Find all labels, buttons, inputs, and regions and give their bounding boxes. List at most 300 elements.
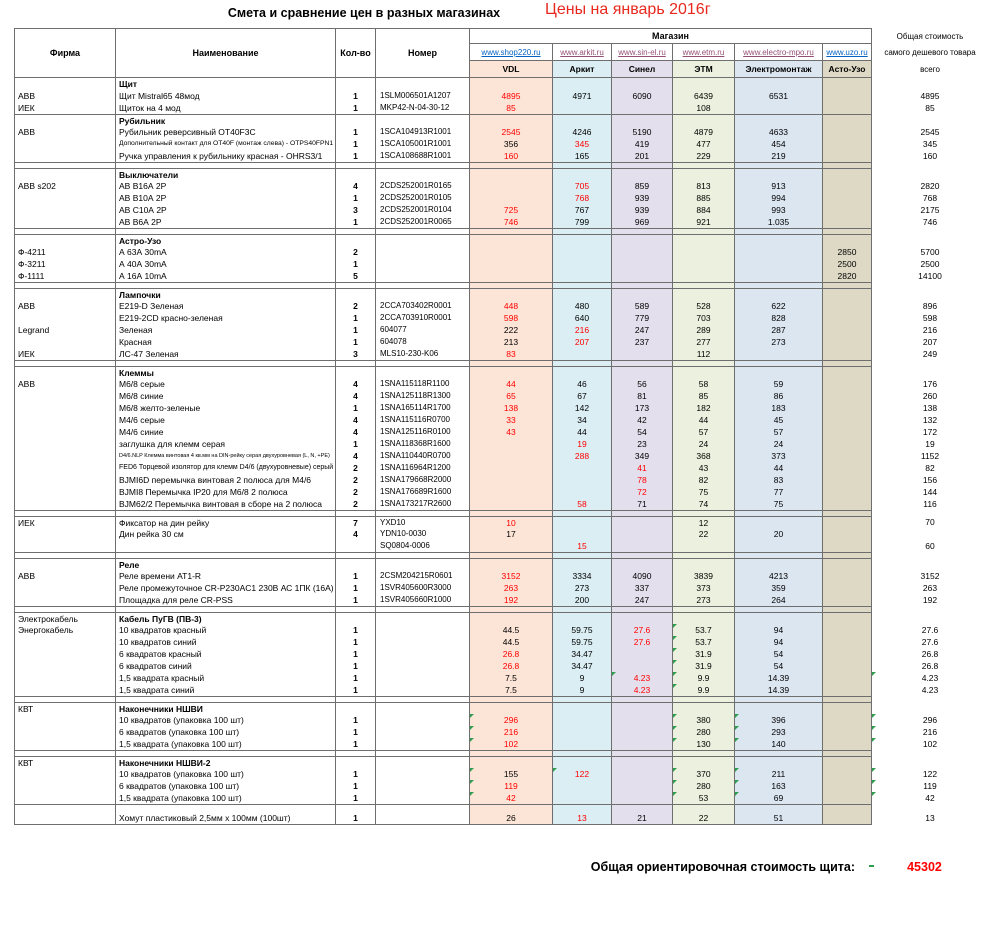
cell-qty (336, 78, 376, 90)
cell-qty: 1 (336, 258, 376, 270)
item-row (14, 414, 988, 426)
cell-price-VDL: 216 (470, 726, 553, 738)
cell-price-Асто-Узо (823, 516, 872, 528)
cell-part-number (376, 726, 470, 738)
cell-price-Аркит: 288 (553, 450, 612, 462)
cell-qty (336, 612, 376, 624)
item-row (14, 474, 988, 486)
cell-price-Синел: 589 (612, 300, 673, 312)
cell-price-Асто-Узо (823, 738, 872, 750)
cell-price-ЭТМ: 74 (673, 498, 735, 510)
cell-price-Электромонтаж: 293 (735, 726, 823, 738)
item-row (14, 312, 988, 324)
cell-firm: ABB (14, 570, 116, 582)
cell-qty: 2 (336, 246, 376, 258)
cell-part-number (376, 702, 470, 714)
cell-price-Аркит: 59.75 (553, 624, 612, 636)
cell-firm: ABB (14, 90, 116, 102)
cell-price-VDL (470, 450, 553, 462)
cell-total: 5700 (920, 247, 940, 257)
cell-price-Синел: 247 (612, 594, 673, 606)
cell-item-name: Красная (116, 336, 336, 348)
cell-price-ЭТМ: 75 (673, 486, 735, 498)
cell-part-number (376, 114, 470, 126)
item-row (14, 812, 988, 824)
cell-price-VDL: 356 (470, 138, 553, 150)
cell-firm: Ф-4211 (14, 246, 116, 258)
cell-price-ЭТМ: 921 (673, 216, 735, 228)
cell-total: 2500 (920, 259, 940, 269)
cell-price-ЭТМ: 58 (673, 378, 735, 390)
cell-item-name: Щит (116, 78, 336, 90)
cell-item-name: 6 квадратов синий (116, 660, 336, 672)
cell-qty: 2 (336, 486, 376, 498)
cell-qty: 1 (336, 192, 376, 204)
cell-price-VDL (470, 192, 553, 204)
cell-price-Асто-Узо (823, 192, 872, 204)
cell-price-Аркит (553, 246, 612, 258)
cell-price-Аркит: 44 (553, 426, 612, 438)
shop-link[interactable]: www.uzo.ru (826, 47, 868, 57)
cell-price-ЭТМ (673, 702, 735, 714)
item-row (14, 402, 988, 414)
shop-link[interactable]: www.electro-mpo.ru (743, 47, 814, 57)
cell-item-name: Рубильник (116, 114, 336, 126)
item-row (14, 726, 988, 738)
cell-price-Аркит (553, 474, 612, 486)
cell-total: 19 (925, 439, 935, 449)
cell-qty: 2 (336, 300, 376, 312)
cell-item-name: FED6 Торцевой изолятор для клемм D4/6 (двухуровневые) серый (116, 462, 336, 474)
cell-item-name: Площадка для реле CR-PSS (116, 594, 336, 606)
cell-price-Аркит: 207 (553, 336, 612, 348)
cell-price-ЭТМ (673, 366, 735, 378)
cell-firm (14, 150, 116, 162)
cell-price-Синел (612, 738, 673, 750)
item-row (14, 258, 988, 270)
cell-total: 4895 (920, 91, 940, 101)
cell-qty (336, 558, 376, 570)
cell-part-number: 1SNA176689R1600 (376, 486, 470, 498)
cell-qty: 1 (336, 660, 376, 672)
cell-price-Электромонтаж: 77 (735, 486, 823, 498)
cell-price-VDL (470, 168, 553, 180)
cell-price-Асто-Узо (823, 90, 872, 102)
cell-part-number (376, 792, 470, 804)
cell-price-Аркит (553, 612, 612, 624)
cell-price-VDL: 26.8 (470, 660, 553, 672)
cell-firm: Энергокабель (14, 624, 116, 636)
cell-firm (14, 78, 116, 90)
cell-price-Электромонтаж: 993 (735, 204, 823, 216)
cell-price-VDL (470, 234, 553, 246)
cell-price-VDL (470, 438, 553, 450)
cell-price-VDL (470, 702, 553, 714)
cell-price-ЭТМ (673, 246, 735, 258)
cell-price-Синел: 27.6 (612, 636, 673, 648)
cell-price-Синел: 5190 (612, 126, 673, 138)
cell-part-number: 1SVR405600R3000 (376, 582, 470, 594)
cell-price-ЭТМ: 24 (673, 438, 735, 450)
cell-price-VDL (470, 498, 553, 510)
shop-name-vdl: VDL (470, 61, 553, 78)
item-row (14, 486, 988, 498)
cell-price-VDL: 33 (470, 414, 553, 426)
cell-price-ЭТМ (673, 804, 735, 812)
cell-price-Синел (612, 612, 673, 624)
cell-firm (14, 824, 116, 825)
cell-price-ЭТМ: 112 (673, 348, 735, 360)
cell-firm (14, 462, 116, 474)
cell-price-VDL: 44.5 (470, 624, 553, 636)
cell-price-VDL: 44 (470, 378, 553, 390)
cell-price-Электромонтаж: 54 (735, 648, 823, 660)
cell-item-name: 1,5 квадрата красный (116, 672, 336, 684)
cell-firm (14, 114, 116, 126)
cell-item-name: 10 квадратов красный (116, 624, 336, 636)
cell-price-Асто-Узо (823, 768, 872, 780)
cell-price-VDL (470, 270, 553, 282)
cell-total (872, 234, 988, 246)
cell-price-Синел: 71 (612, 498, 673, 510)
item-row (14, 336, 988, 348)
cell-price-Синел: 201 (612, 150, 673, 162)
cell-price-VDL: 7.5 (470, 672, 553, 684)
item-row (14, 582, 988, 594)
cell-total (872, 366, 988, 378)
cell-price-VDL: 4895 (470, 90, 553, 102)
shop-link[interactable]: www.etm.ru (682, 47, 725, 57)
cell-price-VDL: 26 (470, 812, 553, 824)
item-row (14, 594, 988, 606)
cell-part-number (376, 780, 470, 792)
cell-price-Синел (612, 792, 673, 804)
cell-qty: 4 (336, 450, 376, 462)
cell-total: 144 (922, 487, 938, 497)
cell-qty: 1 (336, 594, 376, 606)
cell-price-ЭТМ (673, 288, 735, 300)
cell-price-VDL: 42 (470, 792, 553, 804)
cell-item-name (116, 540, 336, 552)
cell-price-VDL (470, 558, 553, 570)
cell-item-name: 10 квадратов (упаковка 100 шт) (116, 768, 336, 780)
item-row (14, 390, 988, 402)
cell-qty: 4 (336, 528, 376, 540)
cell-price-VDL: 213 (470, 336, 553, 348)
cell-item-name: Наконечники НШВИ (116, 702, 336, 714)
cell-price-ЭТМ: 43 (673, 462, 735, 474)
cell-total: 160 (922, 151, 938, 161)
cell-price-Асто-Узо (823, 684, 872, 696)
cell-price-Аркит (553, 366, 612, 378)
cell-price-Синел: 21 (612, 812, 673, 824)
cell-item-name: 6 квадратов красный (116, 648, 336, 660)
cell-price-Синел (612, 528, 673, 540)
cell-firm: ИЕК (14, 348, 116, 360)
cell-item-name: Ручка управления к рубильнику красная - OHRS3/1 (116, 150, 336, 162)
cell-part-number: YDN10-0030 (376, 528, 470, 540)
cell-price-VDL: 222 (470, 324, 553, 336)
cell-qty: 1 (336, 738, 376, 750)
cell-part-number: 2CDS252001R0104 (376, 204, 470, 216)
cell-firm: ИЕК (14, 516, 116, 528)
cell-item-name: BJMI6D перемычка винтовая 2 полюса для М4/6 (116, 474, 336, 486)
cell-price-Синел (612, 102, 673, 114)
cell-price-Асто-Узо (823, 486, 872, 498)
cell-price-Электромонтаж (735, 824, 823, 825)
cell-price-Аркит: 58 (553, 498, 612, 510)
cell-price-Асто-Узо (823, 726, 872, 738)
cell-total (872, 824, 988, 825)
cell-price-Электромонтаж: 51 (735, 812, 823, 824)
cell-price-VDL: 725 (470, 204, 553, 216)
cell-part-number: 1SCA104913R1001 (376, 126, 470, 138)
cell-firm: Legrand (14, 324, 116, 336)
cell-price-Электромонтаж: 4633 (735, 126, 823, 138)
cell-price-ЭТМ: 31.9 (673, 660, 735, 672)
cell-price-Аркит (553, 486, 612, 498)
cell-firm (14, 438, 116, 450)
cell-price-ЭТМ: 182 (673, 402, 735, 414)
shop-url-cell (553, 44, 612, 61)
cell-price-ЭТМ (673, 756, 735, 768)
cell-price-Синел: 6090 (612, 90, 673, 102)
cell-price-Асто-Узо (823, 474, 872, 486)
section-header-row (14, 366, 988, 378)
cell-price-Асто-Узо (823, 792, 872, 804)
cell-part-number (376, 624, 470, 636)
cell-price-Синел: 78 (612, 474, 673, 486)
cell-price-VDL: 263 (470, 582, 553, 594)
cell-item-name: Наконечники НШВИ-2 (116, 756, 336, 768)
cell-price-VDL (470, 804, 553, 812)
item-row (14, 636, 988, 648)
cell-qty (336, 756, 376, 768)
cell-item-name: Рубильник реверсивный OT40F3C (116, 126, 336, 138)
cell-price-VDL: 83 (470, 348, 553, 360)
item-row (14, 540, 988, 552)
cell-price-Аркит: 216 (553, 324, 612, 336)
cell-firm (14, 726, 116, 738)
item-row (14, 378, 988, 390)
cell-qty: 4 (336, 426, 376, 438)
cell-qty: 1 (336, 138, 376, 150)
cell-qty: 1 (336, 216, 376, 228)
cell-firm (14, 804, 116, 812)
cell-price-VDL: 3152 (470, 570, 553, 582)
cell-price-Аркит (553, 102, 612, 114)
cell-price-Электромонтаж: 396 (735, 714, 823, 726)
cell-price-ЭТМ: 373 (673, 582, 735, 594)
cell-price-Синел: 4.23 (612, 684, 673, 696)
cell-price-ЭТМ: 884 (673, 204, 735, 216)
cell-price-Электромонтаж (735, 516, 823, 528)
cell-qty: 1 (336, 684, 376, 696)
cell-item-name (116, 824, 336, 825)
cell-price-Электромонтаж: 828 (735, 312, 823, 324)
shop-url-cell (470, 44, 553, 61)
cell-price-VDL: 138 (470, 402, 553, 414)
cell-price-Асто-Узо (823, 824, 872, 825)
cell-firm: Ф-3211 (14, 258, 116, 270)
cell-price-Электромонтаж: 44 (735, 462, 823, 474)
cell-price-VDL: 160 (470, 150, 553, 162)
cell-firm (14, 660, 116, 672)
cell-total: 82 (925, 463, 935, 473)
cell-item-name: А 40А 30mA (116, 258, 336, 270)
cell-firm (14, 528, 116, 540)
cell-price-VDL: 26.8 (470, 648, 553, 660)
cell-firm (14, 450, 116, 462)
cell-part-number: 1SVR405660R1000 (376, 594, 470, 606)
section-header-row (14, 168, 988, 180)
cell-total: 13 (925, 813, 935, 823)
cell-price-Синел (612, 756, 673, 768)
cell-total: 85 (925, 103, 935, 113)
cell-price-Электромонтаж: 1.035 (735, 216, 823, 228)
cell-price-VDL: 44.5 (470, 636, 553, 648)
cell-firm (14, 390, 116, 402)
cell-price-Синел: 54 (612, 426, 673, 438)
cell-item-name: М4/6 синие (116, 426, 336, 438)
cell-part-number (376, 234, 470, 246)
cell-qty (336, 114, 376, 126)
section-header-row (14, 756, 988, 768)
shop-link[interactable]: www.shop220.ru (481, 47, 541, 57)
cell-qty: 1 (336, 714, 376, 726)
cell-price-Аркит: 19 (553, 438, 612, 450)
cell-price-ЭТМ: 31.9 (673, 648, 735, 660)
cell-price-VDL: 192 (470, 594, 553, 606)
cell-firm (14, 636, 116, 648)
cell-price-Асто-Узо (823, 204, 872, 216)
cell-price-Асто-Узо (823, 402, 872, 414)
cell-price-ЭТМ (673, 114, 735, 126)
cell-price-Электромонтаж (735, 246, 823, 258)
cell-price-ЭТМ: 9.9 (673, 672, 735, 684)
cell-price-ЭТМ: 108 (673, 102, 735, 114)
cell-total (872, 702, 988, 714)
cell-total: 207 (922, 337, 938, 347)
item-row (14, 462, 988, 474)
cell-price-Электромонтаж: 14.39 (735, 672, 823, 684)
cell-price-Аркит: 3334 (553, 570, 612, 582)
cell-firm (14, 138, 116, 150)
cell-price-Аркит (553, 792, 612, 804)
cell-price-Аркит: 142 (553, 402, 612, 414)
cell-qty: 1 (336, 312, 376, 324)
cell-qty: 1 (336, 324, 376, 336)
cell-price-Синел (612, 234, 673, 246)
cell-price-ЭТМ: 370 (673, 768, 735, 780)
cell-qty: 4 (336, 390, 376, 402)
cell-price-VDL: 119 (470, 780, 553, 792)
cell-firm (14, 366, 116, 378)
shop-link[interactable]: www.arkit.ru (560, 47, 604, 57)
item-row (14, 714, 988, 726)
cell-price-Аркит (553, 270, 612, 282)
cell-price-Асто-Узо (823, 312, 872, 324)
cell-firm (14, 168, 116, 180)
cell-price-VDL (470, 114, 553, 126)
cell-total: 27.6 (921, 637, 939, 647)
cell-price-ЭТМ: 82 (673, 474, 735, 486)
cell-total: 598 (922, 313, 938, 323)
cell-item-name: А 16А 10mA (116, 270, 336, 282)
cell-price-ЭТМ (673, 824, 735, 825)
cell-part-number: 2CDS252001R0105 (376, 192, 470, 204)
cell-price-Аркит: 273 (553, 582, 612, 594)
cell-qty: 1 (336, 636, 376, 648)
cell-qty: 1 (336, 582, 376, 594)
cell-price-Асто-Узо (823, 812, 872, 824)
cell-qty (336, 234, 376, 246)
cell-price-Аркит (553, 702, 612, 714)
cell-total: 2175 (920, 205, 940, 215)
item-row (14, 660, 988, 672)
cell-price-Электромонтаж: 94 (735, 636, 823, 648)
cell-part-number (376, 612, 470, 624)
cell-firm: Электрокабель (14, 612, 116, 624)
cell-price-Аркит: 799 (553, 216, 612, 228)
shop-name-arkit: Аркит (553, 61, 612, 78)
cell-total (872, 78, 988, 90)
cell-qty: 1 (336, 648, 376, 660)
cell-price-ЭТМ: 280 (673, 726, 735, 738)
cell-firm (14, 288, 116, 300)
cell-price-Аркит: 200 (553, 594, 612, 606)
cell-price-Асто-Узо (823, 570, 872, 582)
cell-price-Электромонтаж (735, 102, 823, 114)
cell-item-name: Щит Mistral65 48мод (116, 90, 336, 102)
cell-price-Электромонтаж: 913 (735, 180, 823, 192)
cell-item-name: Реле (116, 558, 336, 570)
shop-link[interactable]: www.sin-el.ru (618, 47, 666, 57)
section-header-row (14, 234, 988, 246)
cell-firm (14, 558, 116, 570)
cell-price-ЭТМ: 130 (673, 738, 735, 750)
cell-price-VDL: 2545 (470, 126, 553, 138)
cell-price-Аркит (553, 234, 612, 246)
grand-total-label: Общая ориентировочная стоимость щита: (590, 860, 855, 874)
cell-part-number: 1SNA179668R2000 (376, 474, 470, 486)
cell-price-ЭТМ: 528 (673, 300, 735, 312)
cell-total: 2545 (920, 127, 940, 137)
cell-total: 176 (922, 379, 938, 389)
cell-part-number (376, 270, 470, 282)
cell-price-Аркит: 9 (553, 672, 612, 684)
cell-price-Электромонтаж: 994 (735, 192, 823, 204)
cell-total: 102 (872, 738, 988, 750)
cell-price-Электромонтаж: 359 (735, 582, 823, 594)
cell-item-name: АВ В10А 2Р (116, 192, 336, 204)
header-total-line3: всего (920, 65, 940, 74)
cell-price-ЭТМ: 85 (673, 390, 735, 402)
cell-firm (14, 582, 116, 594)
cell-price-VDL: 10 (470, 516, 553, 528)
cell-price-Синел (612, 168, 673, 180)
cell-firm: ABB (14, 300, 116, 312)
cell-total: 26.8 (921, 649, 939, 659)
cell-price-Асто-Узо (823, 348, 872, 360)
cell-price-Асто-Узо (823, 426, 872, 438)
cell-price-Синел (612, 540, 673, 552)
cell-part-number: 1SCA105001R1001 (376, 138, 470, 150)
cell-price-Электромонтаж: 264 (735, 594, 823, 606)
cell-qty: 1 (336, 402, 376, 414)
cell-price-Электромонтаж (735, 168, 823, 180)
cell-part-number: 1SNA118368R1600 (376, 438, 470, 450)
